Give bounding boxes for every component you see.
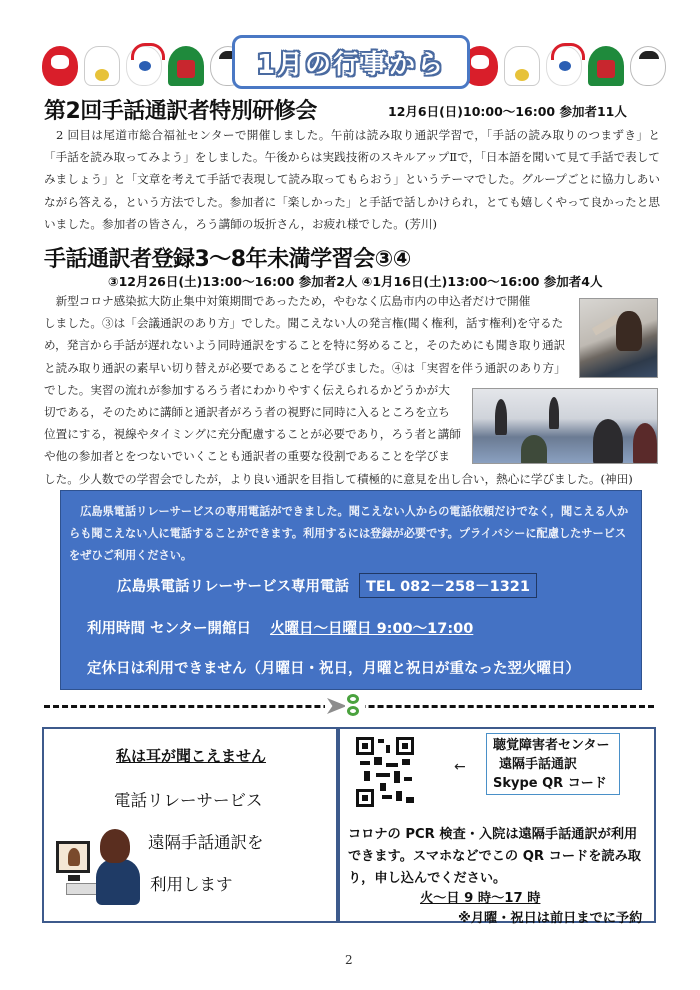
qr-desc-line: できます。スマホなどでこの QR コードを読み取 [348, 849, 641, 864]
relay-hours-label: 利用時間 センター開館日 [87, 621, 251, 637]
card-line-relay: 電話リレーサービス [114, 791, 263, 810]
rabbit-icon [546, 46, 582, 86]
shishimai-icon [168, 46, 204, 86]
lecturer-photo [579, 298, 658, 378]
body-line: 位置にする，視線やタイミングに充分配慮することが必要であり，ろう者と講師 [44, 427, 461, 442]
body-line: や他の参加者とをつないでいくことも通訳者の重要な役割であることを学びま [44, 449, 450, 464]
relay-phone-line [117, 573, 537, 598]
relay-hours-line [87, 617, 473, 638]
card-line-deaf: 私は耳が聞こえません [116, 747, 267, 765]
qr-reservation-note: ※月曜・祝日は前日までに予約 [458, 911, 643, 926]
qr-label-line: 聴覚障害者センター [493, 738, 610, 753]
relay-hours-value: 火曜日～日曜日 9:00～17:00 [270, 621, 474, 637]
decoration-row-left [42, 44, 246, 88]
qr-desc-line: コロナの PCR 検査・入院は遠隔手話通訳が利用 [348, 827, 638, 842]
qr-code[interactable] [356, 737, 416, 809]
page-title-box [232, 35, 470, 89]
daruma-icon [42, 46, 78, 86]
relay-closed-note: 定休日は利用できません（月曜日・祝日，月曜と祝日が重なった翌火曜日） [87, 661, 580, 677]
arrow-left-icon: ← [454, 759, 466, 775]
section1-meta: 12月6日(日)10:00～16:00 参加者11人 [388, 104, 627, 119]
body-line: 新型コロナ感染拡大防止集中対策期間であったため，やむなく広島市内の申込者だけで開催 [44, 294, 531, 308]
rabbit-icon [126, 46, 162, 86]
section2-heading: 手話通訳者登録3～8年未満学習会③④ [44, 247, 411, 272]
shishimai-icon [588, 46, 624, 86]
card-line-use: 利用します [150, 875, 233, 894]
maneki-neko-icon [84, 46, 120, 86]
body-line: した。少人数での学習会でしたが，より良い通訳を目指して積極的に意見を出し合い，熱心に学びました。(神田) [44, 471, 633, 486]
section1-heading: 第2回手話通訳者特別研修会 [44, 99, 317, 124]
qr-label-line: 遠隔手話通訳 [499, 757, 578, 772]
skype-qr-label [486, 733, 620, 795]
body-line: 切である，そのために講師と通訳者がろう者の視野に同時に入るところを立ち [44, 405, 450, 420]
relay-service-intro: 広島県電話リレーサービスの専用電話ができました。聞こえない人からの電話依頼だけでなく，聞こえる人からも聞こえない人に電話することができます。利用するには登録が必要です。プライバシーに配慮したサービスをぜひご利用ください。 [69, 505, 629, 562]
okame-icon [630, 46, 666, 86]
body-line: め，発言から手話が遅れないよう同時通訳をすることを特に努めること，そのためにも聞き取り通訳 [44, 338, 566, 353]
relay-card [42, 727, 338, 923]
scissors-icon [325, 694, 365, 718]
qr-desc-line: り，申し込んでください。 [348, 871, 507, 886]
decoration-row-right [462, 44, 666, 88]
page-number: 2 [345, 953, 353, 967]
relay-service-box [60, 490, 642, 690]
body-line: しました。③は「会議通訳のあり方」でした。聞こえない人の発言権(聞く権利，話す権利)を守るた [44, 316, 564, 331]
body-line: と読み取り通訳の素早い切り替えが必要であることを学びました。④は「実習を伴う通訳のあり方」 [44, 360, 566, 375]
skype-qr-card [338, 727, 656, 926]
video-call-illustration [56, 827, 148, 911]
maneki-neko-icon [504, 46, 540, 86]
qr-label-line: Skype QR コード [493, 776, 607, 791]
relay-phone-number[interactable]: TEL 082－258－1321 [359, 573, 537, 598]
page-title: 1月の行事から [256, 49, 446, 80]
classroom-photo [472, 388, 658, 464]
relay-phone-label: 広島県電話リレーサービス専用電話 [117, 579, 349, 595]
qr-hours: 火～日 9 時～17 時 [420, 891, 541, 906]
section2-meta: ③12月26日(土)13:00～16:00 参加者2人 ④1月16日(土)13:00～16:00 参加者4人 [108, 274, 603, 289]
body-line: でした。実習の流れが参加するろう者にわかりやすく伝えられるかどうかが大 [44, 382, 450, 397]
card-line-remote: 遠隔手話通訳を [148, 833, 264, 852]
section1-body: 2 回目は尾道市総合福祉センターで開催しました。午前は読み取り通訳学習で，「手話の読み取りのつまずき」と「手話を読み取ってみよう」をしました。午後からは実践技術のスキルアップⅡで，「日本語を聞いて見て手話で表してみましょう」と「文章を考えて手話で表現して読み取ってもらおう」というテーマでした。グループごとに協力しあいながら答える，という方法でした。参加者に「楽しかった」と手話で話しかけられ，とても嬉しくやって良かったと思いました。参加者の皆さん，ろう講師の坂折さん，お疲れ様でした。(芳川) [44, 128, 660, 231]
